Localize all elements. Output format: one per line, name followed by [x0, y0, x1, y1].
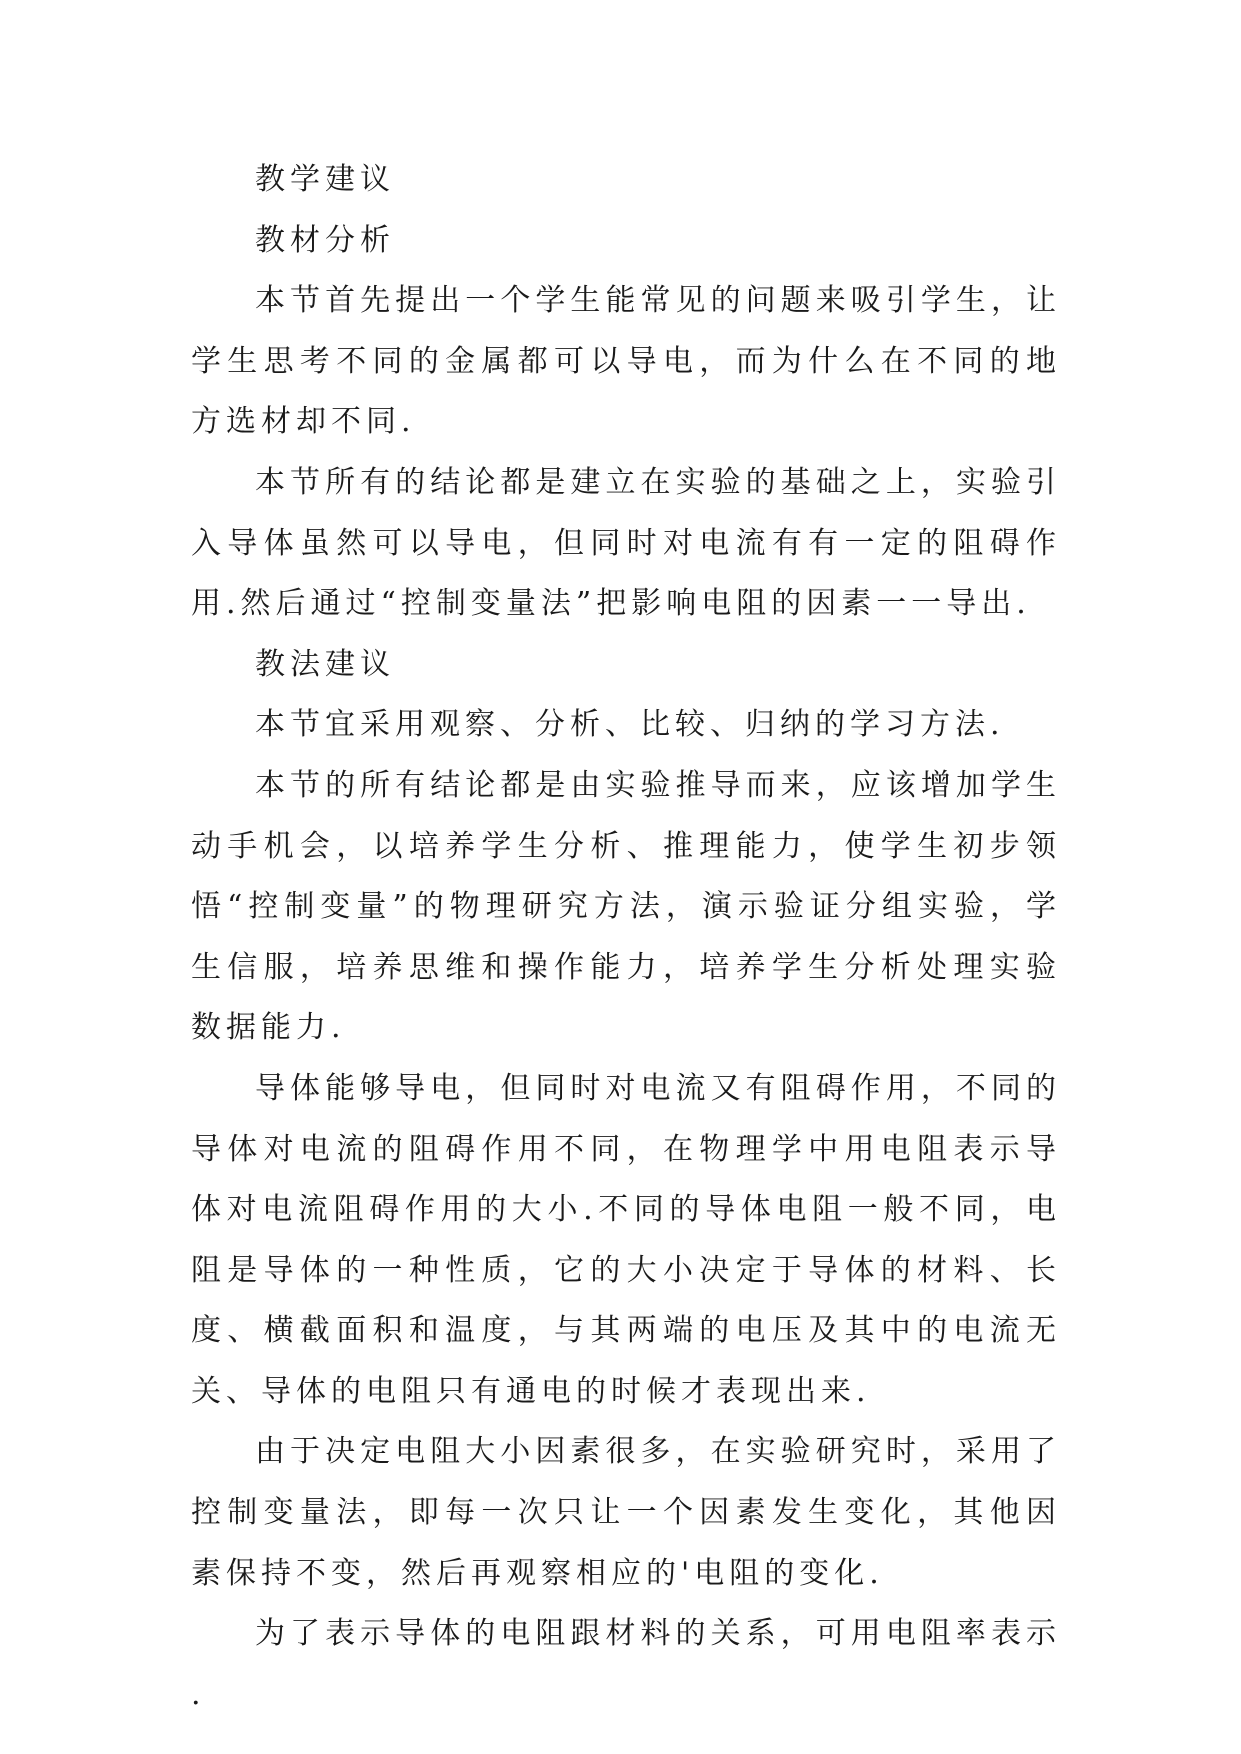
document-body — [191, 150, 1061, 1725]
paragraph: 本节的所有结论都是由实验推导而来，应该增加学生动手机会，以培养学生分析、推理能力，使学生初步领悟“控制变量”的物理研究方法，演示验证分组实验，学生信服，培养思维和操作能力，培养学生分析处理实验数据能力. — [191, 767, 1061, 1046]
heading-teaching-method-suggestions: 教法建议 — [255, 646, 395, 682]
paragraph: 为了表示导体的电阻跟材料的关系，可用电阻率表示. — [191, 1616, 1061, 1712]
paragraph: 本节首先提出一个学生能常见的问题来吸引学生，让学生思考不同的金属都可以导电，而为什么在不同的地方选材却不同. — [191, 283, 1061, 440]
paragraph: 本节宜采用观察、分析、比较、归纳的学习方法. — [255, 707, 1005, 743]
heading-teaching-suggestions: 教学建议 — [255, 162, 395, 197]
paragraph: 导体能够导电，但同时对电流又有阻碍作用，不同的导体对电流的阻碍作用不同，在物理学中用电阻表示导体对电流阻碍作用的大小.不同的导体电阻一般不同，电阻是导体的一种性质，它的大小决定于导体的材料、长度、横截面积和温度，与其两端的电压及其中的电流无关、导体的电阻只有通电的时候才表现出来. — [191, 1070, 1061, 1409]
paragraph: 由于决定电阻大小因素很多，在实验研究时，采用了控制变量法，即每一次只让一个因素发生变化，其他因素保持不变，然后再观察相应的'电阻的变化. — [191, 1434, 1061, 1591]
heading-textbook-analysis: 教材分析 — [255, 222, 395, 258]
paragraph: 本节所有的结论都是建立在实验的基础之上，实验引入导体虽然可以导电，但同时对电流有有一定的阻碍作用.然后通过“控制变量法”把影响电阻的因素一一导出. — [191, 464, 1061, 622]
